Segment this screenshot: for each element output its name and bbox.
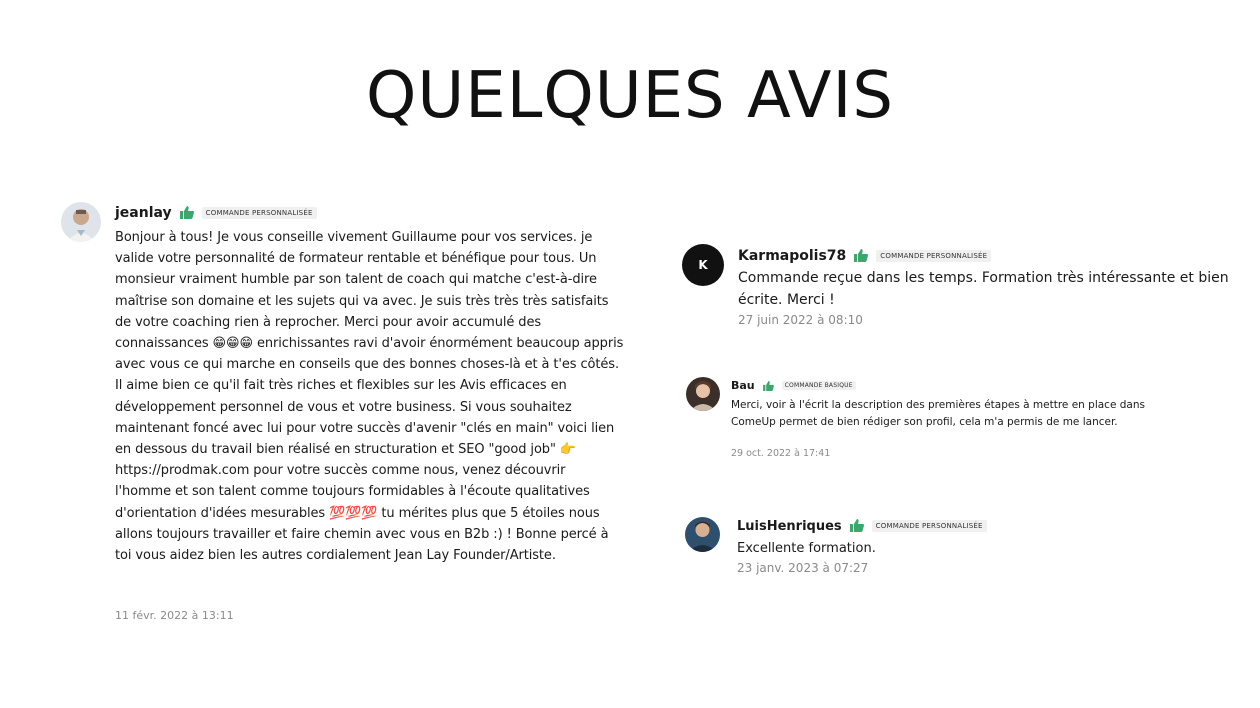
review-date: 27 juin 2022 à 08:10	[738, 313, 863, 327]
order-type-badge: COMMANDE PERSONNALISÉE	[872, 520, 987, 532]
page-title: QUELQUES AVIS	[366, 59, 894, 133]
review-date: 29 oct. 2022 à 17:41	[731, 448, 831, 459]
review-text: Bonjour à tous! Je vous conseille vivement Guillaume pour vos services. je valide votre personnalité de formateur rentable et bénéfique pour tous. Un monsieur vraiment humble par son talent de coach qui matche c'est-à-dire maîtrise son domaine et les sujets qui va avec. Je suis très très très satisfaits de votre coaching rien à reprocher. Merci pour avoir accumulé des connaissances 😁😁😁 enrichissantes ravi d'avoir énormément beaucoup appris avec vous ce qui marche en conseils que des bonnes choses-là et à t'es côtés. Il aime bien ce qu'il fait très riches et flexibles sur les Avis efficaces en développement personnel de vous et votre business. Si vous souhaitez maintenant foncé avec lui pour votre succès d'avenir "clés en main" voici lien en dessous du travail bien réalisé en structuration et SEO "good job" 👉 https://prodmak.com pour votre succès comme nous, venez découvrir l'homme et son talent comme toujours formidables à l'écoute qualitatives d'orientation d'idées mesurables 💯💯💯 tu mérites plus que 5 étoiles nous allons toujours travailler et faire chemin avec vous en B2b :) ! Bonne percé à toi vous aidez bien les autres cordialement Jean Lay Founder/Artiste.	[115, 230, 624, 564]
order-type-badge: COMMANDE BASIQUE	[782, 381, 856, 390]
review-header	[115, 203, 317, 223]
user-avatar[interactable]	[686, 377, 720, 411]
review-text: Commande reçue dans les temps. Formation très intéressante et bien écrite. Merci !	[738, 270, 1229, 308]
thumbs-up-icon	[180, 204, 194, 223]
reviewer-name[interactable]: LuisHenriques	[737, 518, 842, 534]
thumbs-up-icon	[763, 376, 774, 395]
user-avatar[interactable]	[682, 244, 724, 286]
reviewer-name[interactable]: jeanlay	[115, 205, 172, 221]
order-type-badge: COMMANDE PERSONNALISÉE	[202, 207, 317, 219]
review-header	[737, 516, 987, 536]
review-header	[738, 245, 991, 267]
review-header	[731, 377, 856, 393]
thumbs-up-icon	[854, 247, 868, 266]
review-date: 23 janv. 2023 à 07:27	[737, 561, 869, 575]
avatar-initial: K	[698, 258, 708, 272]
user-avatar[interactable]	[685, 517, 720, 552]
review-text: Merci, voir à l'écrit la description des premières étapes à mettre en place dans ComeUp permet de bien rédiger son profil, cela m'a permis de me lancer.	[731, 399, 1145, 428]
reviewer-name[interactable]: Bau	[731, 378, 755, 392]
thumbs-up-icon	[850, 517, 864, 536]
user-avatar[interactable]	[61, 202, 101, 242]
review-date: 11 févr. 2022 à 13:11	[115, 609, 234, 622]
order-type-badge: COMMANDE PERSONNALISÉE	[876, 250, 991, 262]
review-text: Excellente formation.	[737, 541, 876, 556]
reviewer-name[interactable]: Karmapolis78	[738, 248, 847, 264]
